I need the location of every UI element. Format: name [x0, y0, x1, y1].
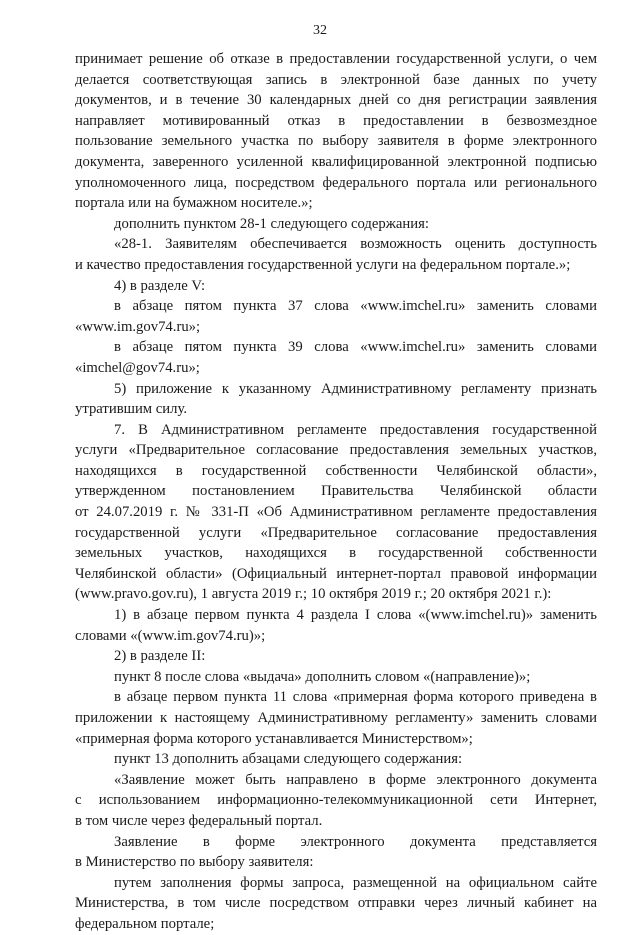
text-line: 7. В Административном регламенте предоставления государственной — [114, 421, 597, 438]
text-line: принимает решение об отказе в предоставлении государственной услуги, о чем — [75, 51, 597, 67]
text-line: делается соответствующая запись в электронной базе данных по учету — [75, 71, 597, 88]
text-line: и качество предоставления государственной услуги на федеральном портале.»; — [75, 256, 571, 273]
text-line: (www.pravo.gov.ru), 1 августа 2019 г.; 10 октября 2019 г.; 20 октября 2021 г.): — [75, 586, 552, 603]
text-line: направляет мотивированный отказ в предоставлении в безвозмездное — [75, 112, 597, 129]
text-line: в абзаце первом пункта 11 слова «примерная форма которого приведена в — [114, 689, 597, 706]
text-line: в абзаце пятом пункта 37 слова «www.imchel.ru» заменить словами — [114, 298, 597, 315]
text-line: 4) в разделе V: — [114, 277, 206, 294]
text-line: 1) в абзаце первом пункта 4 раздела I слова «(www.imchel.ru)» заменить — [114, 607, 597, 624]
text-line: пункт 8 после слова «выдача» дополнить словом «(направление)»; — [114, 668, 531, 685]
text-line: Заявление в форме электронного документа представляется — [114, 833, 597, 850]
text-line: пользование земельного участка по выбору заявителя в форме электронного — [75, 133, 597, 150]
text-line: Челябинской области» (Официальный интернет-портал правовой информации — [75, 565, 597, 582]
page-number: 32 — [313, 23, 327, 38]
text-line: Министерства, в том числе посредством отправки через личный кабинет на — [75, 895, 597, 912]
text-line: портала или на бумажном носителе.»; — [75, 195, 313, 212]
text-line: документа, заверенного усиленной квалифицированной электронной подписью — [75, 153, 597, 170]
text-line: «28-1. Заявителям обеспечивается возможность оценить доступность — [114, 236, 597, 253]
text-line: земельных участков, находящихся в государственной собственности — [75, 545, 597, 562]
document-body — [75, 49, 597, 935]
text-line: от 24.07.2019 г. № 331-П «Об Административном регламенте предоставления — [75, 504, 597, 521]
text-line: «примерная форма которого устанавливается Министерством»; — [75, 730, 473, 747]
text-line: приложении к настоящему Административному регламенту» заменить словами — [75, 710, 597, 726]
text-line: пункт 13 дополнить абзацами следующего содержания: — [114, 751, 463, 768]
text-line: «imchel@gov74.ru»; — [75, 359, 200, 376]
text-line: дополнить пунктом 28-1 следующего содержания: — [114, 215, 429, 232]
text-line: 5) приложение к указанному Административному регламенту признать — [114, 380, 597, 397]
text-line: услуги «Предварительное согласование предоставления земельных участков, — [75, 442, 597, 459]
text-line: утвержденном постановлением Правительства Челябинской области — [75, 483, 597, 500]
text-line: находящихся в государственной собственности Челябинской области», — [75, 462, 597, 479]
text-line: 2) в разделе II: — [114, 648, 206, 665]
text-line: в абзаце пятом пункта 39 слова «www.imchel.ru» заменить словами — [114, 339, 597, 356]
text-line: государственной услуги «Предварительное согласование предоставления — [75, 524, 597, 541]
text-line: утратившим силу. — [75, 401, 188, 418]
text-line: словами «(www.im.gov74.ru)»; — [75, 627, 266, 644]
text-line: «Заявление может быть направлено в форме электронного документа — [114, 771, 597, 788]
text-line: путем заполнения формы запроса, размещенной на официальном сайте — [114, 874, 597, 891]
text-line: в том числе через федеральный портал. — [75, 812, 323, 829]
text-line: уполномоченного лица, посредством федерального портала или регионального — [75, 174, 597, 191]
text-line: в Министерство по выбору заявителя: — [75, 854, 314, 871]
text-line: «www.im.gov74.ru»; — [75, 318, 201, 335]
text-line: с использованием информационно-телекоммуникационной сети Интернет, — [75, 792, 597, 809]
text-line: документов, и в течение 30 календарных дней со дня регистрации заявления — [75, 92, 597, 109]
text-line: федеральном портале; — [75, 915, 215, 932]
